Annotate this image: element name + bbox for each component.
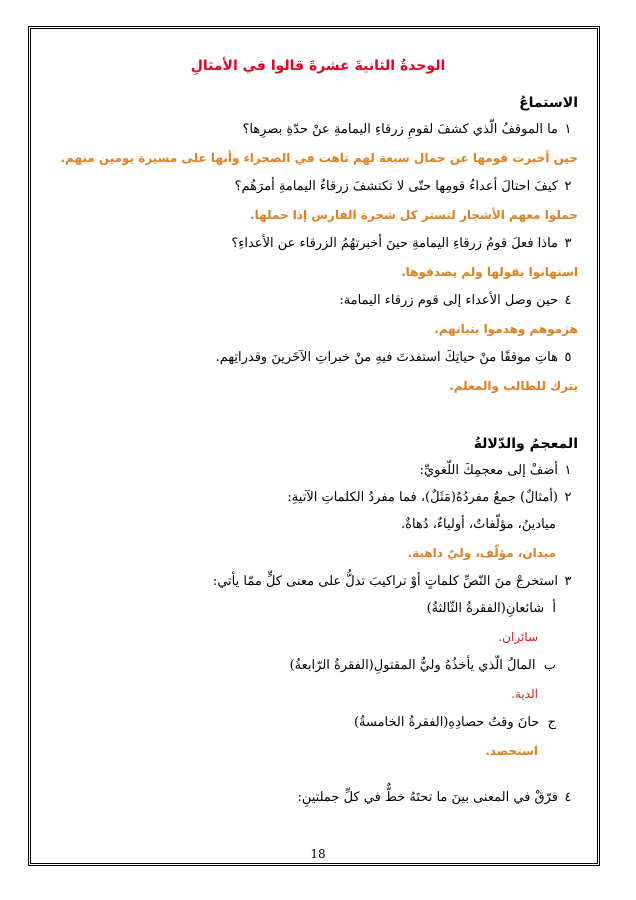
listening-answer-4: هزموهم وهدموا بنيانهم. <box>434 322 578 336</box>
listening-question-5 <box>58 344 578 371</box>
listening-answer-3: استهانوا بقولها ولم يصدقوها. <box>401 265 578 279</box>
part-text: المالُ الّذي يأخذُهُ وليُّ المقتولِ(الفقرةُ الرّابعةُ) <box>289 658 536 673</box>
question-text: هاتِ موقفًا منْ حياتِكَ استفدتَ فيهِ منْ خبراتِ الآخَرينَ وقدراتِهم. <box>215 350 558 365</box>
part-letter: أ <box>552 601 556 616</box>
question-text: ما الموقفُ الّذي كشفَ لقومِ زرقاءِ اليمامةِ عنْ حدّةِ بصرِها؟ <box>242 122 558 137</box>
question-number: ١ <box>564 463 572 478</box>
listening-question-3 <box>58 230 578 257</box>
question-number: ٣ <box>564 236 572 251</box>
part-letter: ج <box>547 715 556 730</box>
lexicon-question-4 <box>58 784 578 811</box>
question-text: استخرجْ منَ النّصِّ كلماتٍ أوْ تراكيبَ تدلُّ على معنى كلٍّ ممّا يأتي: <box>212 574 558 589</box>
question-text: (أمثالٌ) جمعٌ مفردُهُ(مَثَلٌ)، فما مفردُ الكلماتِ الآتيةِ: <box>287 490 558 505</box>
section-spacer <box>58 401 578 431</box>
lexicon-heading: المعجمُ والدّلالةُ <box>473 436 578 452</box>
spacer <box>58 766 578 784</box>
lexicon-q3-part-a <box>58 595 578 622</box>
listening-question-4 <box>58 287 578 314</box>
listening-question-2 <box>58 173 578 200</box>
unit-title: الوحدةُ الثانيةَ عشرةَ قالوا في الأمثالِ <box>190 58 446 74</box>
question-text: أضفْ إلى معجمِكَ اللّغويِّ: <box>419 463 558 478</box>
lexicon-question-2 <box>58 484 578 511</box>
listening-answer-5: يترك للطالب والمعلم. <box>449 379 578 393</box>
listening-heading: الاستماعُ <box>519 95 578 111</box>
question-number: ٢ <box>564 179 572 194</box>
lexicon-question-3 <box>58 568 578 595</box>
question-number: ٢ <box>564 490 572 505</box>
listening-answer-2: حملوا معهم الأشجار لتستر كل شجرة الفارس إذا حملها. <box>250 208 578 222</box>
lexicon-question-1 <box>58 457 578 484</box>
lexicon-q3-part-b <box>58 652 578 679</box>
question-text: حين وصل الأعداء إلى قوم زرقاء اليمامة: <box>339 293 558 308</box>
question-number: ٣ <box>564 574 572 589</box>
question-text: كيفَ احتالَ أعداءُ قومِها حتّى لا تكتشفَ زرقاءُ اليمامةِ أمرَهُم؟ <box>234 179 558 194</box>
lexicon-q2-answer: ميدان، مؤلّف، وليّ داهية. <box>407 546 556 560</box>
question-number: ٥ <box>564 350 572 365</box>
question-number: ١ <box>564 122 572 137</box>
lexicon-q2-words: ميادينُ، مؤلّفاتٌ، أولياءٌ، دُهاةٌ. <box>401 517 556 532</box>
question-number: ٤ <box>564 790 572 805</box>
question-text: ماذا فعلَ قومُ زرقاءِ اليمامةِ حينَ أخبرتهُمُ الزرقاء عن الأعداءِ؟ <box>231 236 558 251</box>
lexicon-q3-part-c <box>58 709 578 736</box>
part-letter: ب <box>543 658 556 673</box>
question-number: ٤ <box>564 293 572 308</box>
listening-question-1 <box>58 116 578 143</box>
page-content <box>58 58 578 811</box>
question-text: فرّقْ في المعنى بينَ ما تحتَهُ خطٌّ في كلِّ جملتينِ: <box>297 790 558 805</box>
part-text: حانَ وقتُ حصادِهِ(الفقرةُ الخامسةُ) <box>353 715 540 730</box>
part-text: شائعانِ(الفقرةُ الثّالثةُ) <box>426 601 545 616</box>
page-number: 18 <box>310 847 326 861</box>
listening-answer-1: حين أخبرت قومها عن جمال سبعة لهم تاهت في الصحراء وأنها على مسيرة يومين منهم. <box>60 151 578 165</box>
lexicon-q3-part-c-answer: استحصد. <box>485 744 538 758</box>
lexicon-q3-part-b-answer: الدية. <box>511 687 538 701</box>
lexicon-q3-part-a-answer: سائران. <box>498 630 538 644</box>
